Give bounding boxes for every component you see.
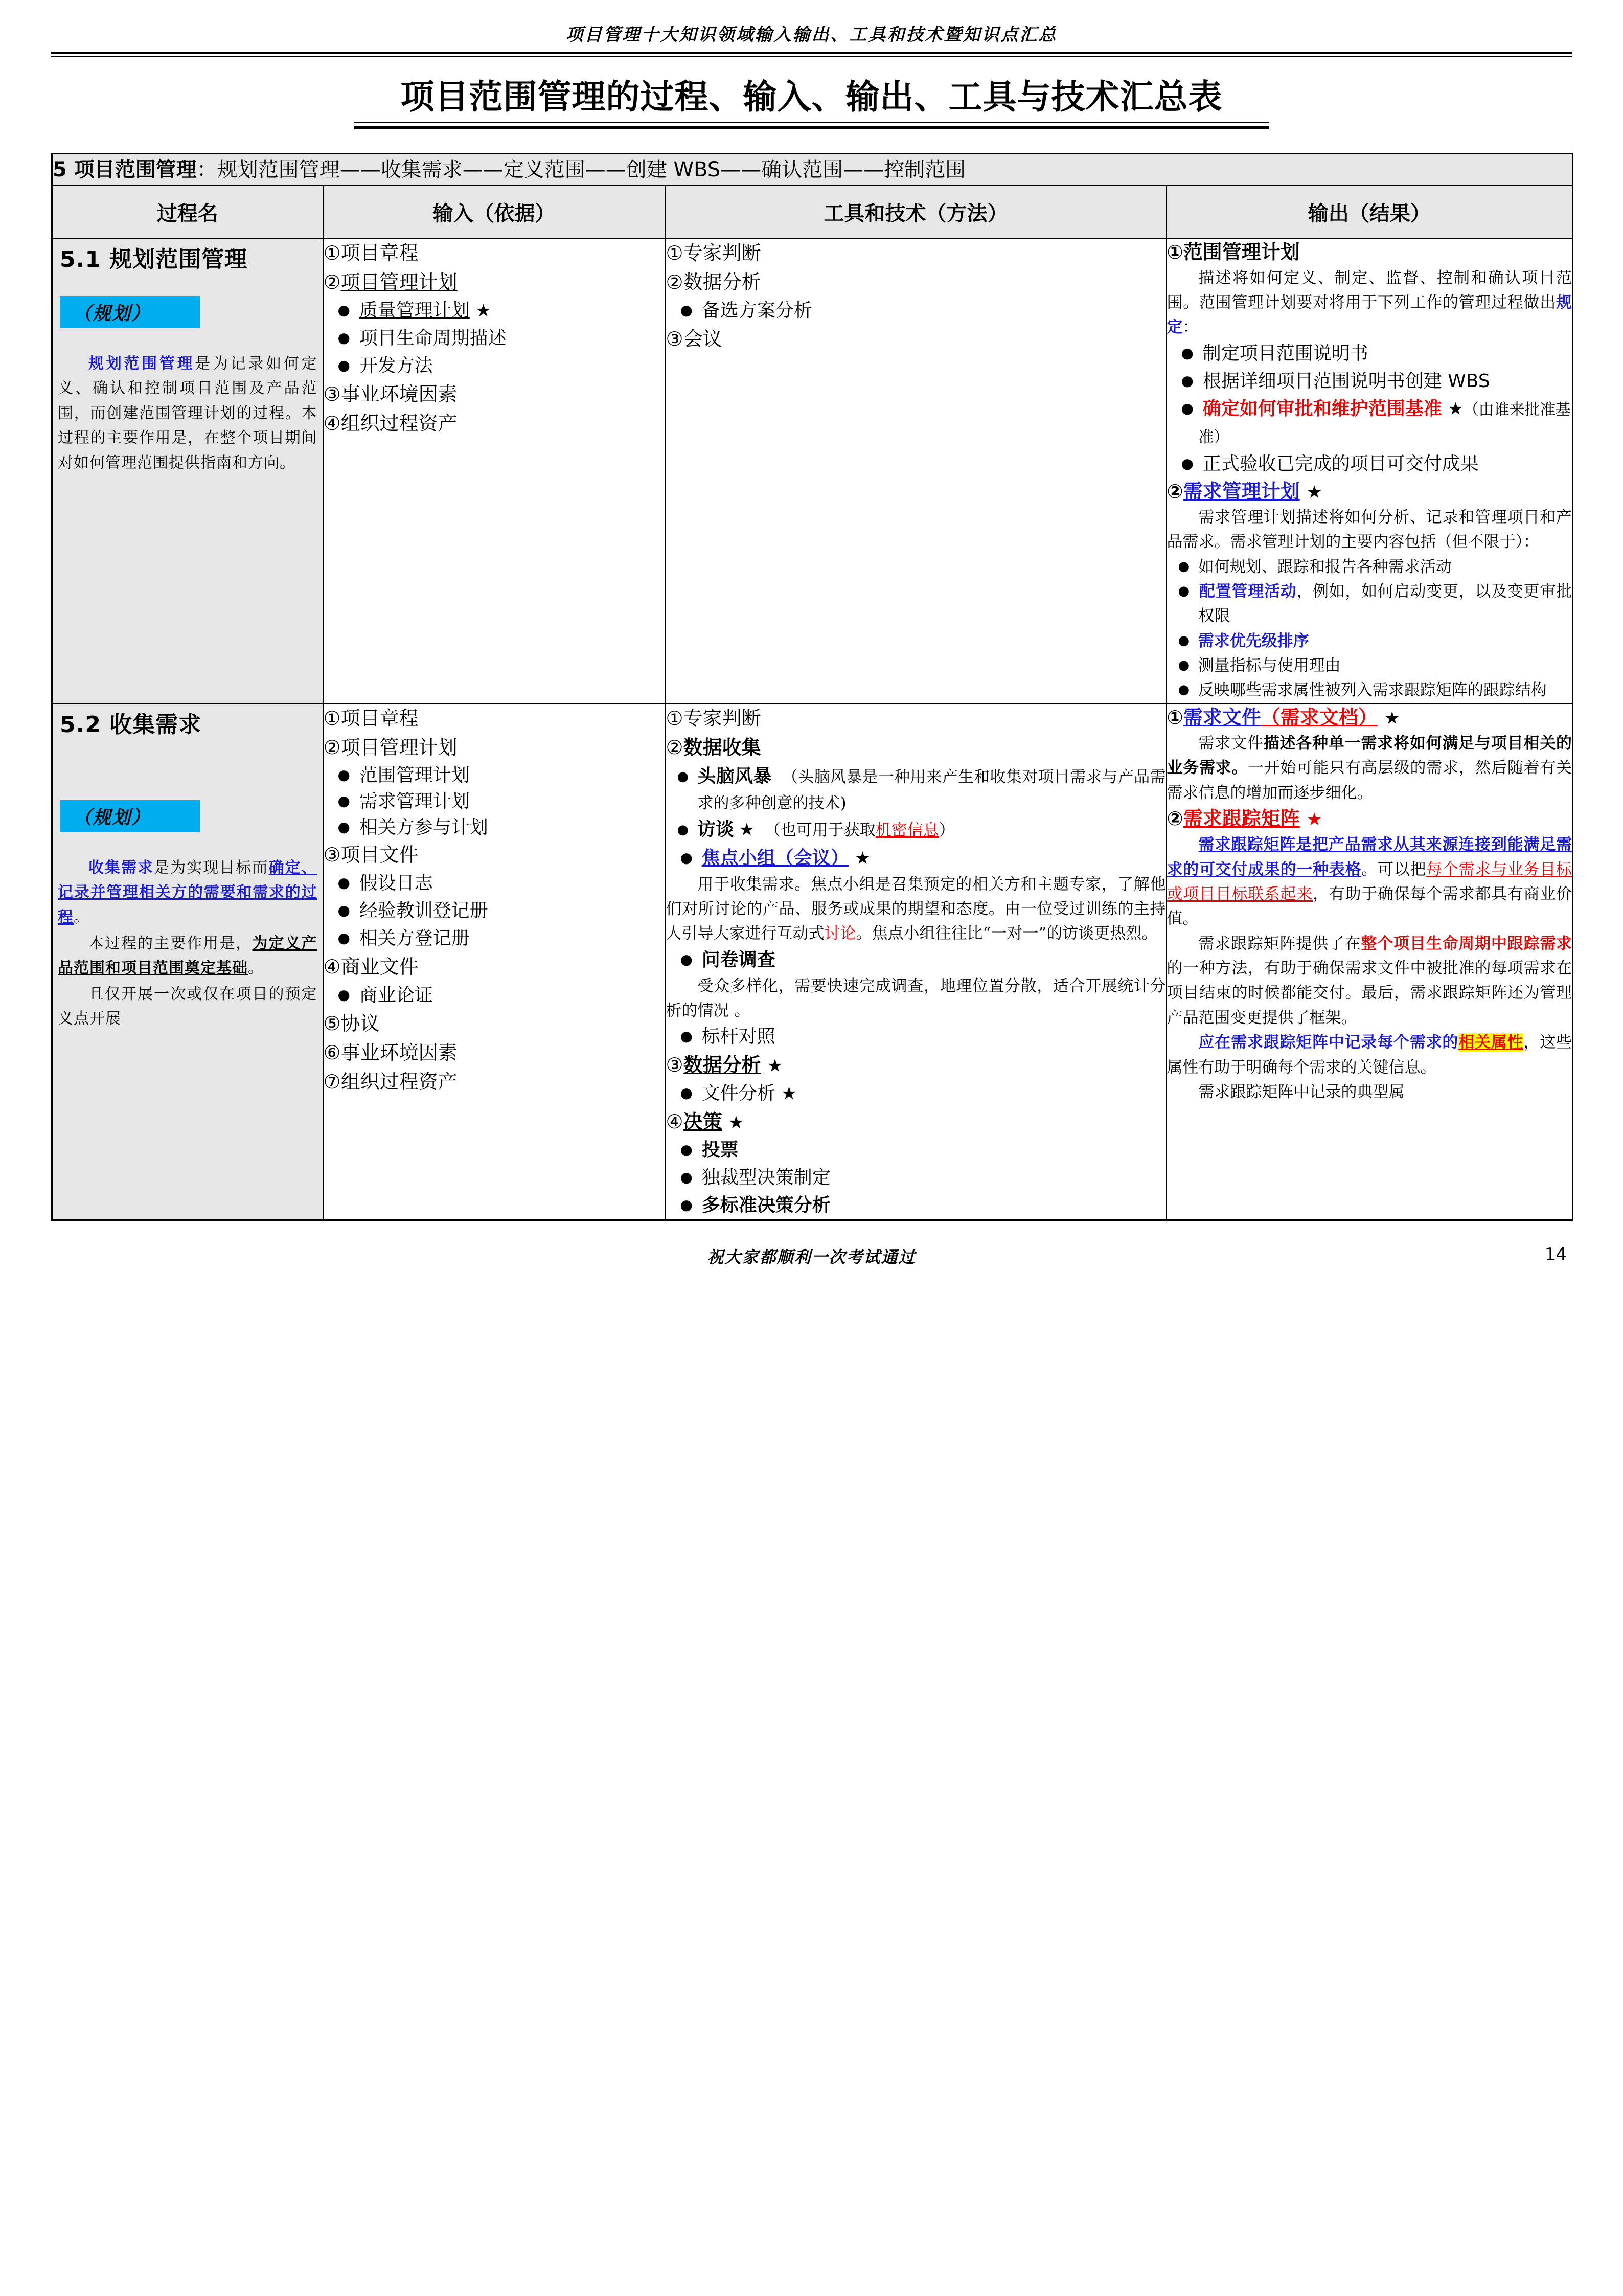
process-phase-badge-51: （规划） <box>60 296 200 328</box>
list-item <box>324 704 665 733</box>
item-number: ④ <box>666 1110 683 1133</box>
list-item <box>324 733 665 762</box>
item-number: ④ <box>323 412 341 435</box>
process-desc-p1a: 是为实现目标而 <box>154 858 269 877</box>
process-desc-rest-51: 是为记录如何定义、确认和控制项目范围及产品范围，而创建范围管理计划的过程。本过程的主要作用是，在整个项目期间对如何管理范围提供指南和方向。 <box>58 354 317 472</box>
column-header-inputs: 输入（依据） <box>323 186 666 238</box>
item-text: 专家判断 <box>683 241 761 264</box>
output-paragraph <box>1167 731 1572 805</box>
item-number: ③ <box>666 327 683 350</box>
item-text: 项目管理计划 <box>340 736 458 759</box>
item-text: 项目管理计划 <box>340 270 458 293</box>
star-icon: ★ <box>855 848 871 869</box>
output-paragraph <box>1167 931 1572 1030</box>
outputs-cell-52 <box>1167 703 1573 1220</box>
item-note: （头脑风暴是一种用来产生和收集对项目需求与产品需求的多种创意的技术) <box>697 767 1166 812</box>
item-number: ⑤ <box>323 1012 341 1035</box>
page-title <box>51 76 1572 122</box>
item-text: 问卷调查 <box>701 949 775 970</box>
list-item <box>666 297 1166 325</box>
item-text: 事业环境因素 <box>340 382 458 405</box>
paragraph-mid: 。可以把 <box>1361 860 1427 879</box>
item-text: 数据分析 <box>683 270 761 293</box>
item-text: 范围管理计划 <box>359 764 470 786</box>
list-item <box>666 1164 1166 1192</box>
list-item <box>666 1192 1166 1219</box>
item-text: 头脑风暴 <box>697 765 772 787</box>
item-text: 商业文件 <box>340 956 419 979</box>
paragraph-lead: 需求文件 <box>1198 734 1264 753</box>
paragraph-tail: ： <box>1182 318 1199 337</box>
paragraph-tail: ，这些属性有助于明确每个需求的关键信息。 <box>1167 1033 1572 1077</box>
paragraph-lead: 需求跟踪矩阵提供了在 <box>1198 934 1361 953</box>
item-text: 需求跟踪矩阵 <box>1183 807 1300 830</box>
item-text: 经验教训登记册 <box>359 900 488 922</box>
table-row <box>52 703 1573 1220</box>
item-number: ① <box>666 707 683 730</box>
inputs-cell-51 <box>323 238 666 703</box>
paragraph-bold: 描述各种单一需求将如何满足与项目相关的业务需求。 <box>1167 734 1572 778</box>
star-icon: ★ <box>1306 482 1322 503</box>
list-item <box>324 788 665 814</box>
table-row <box>52 238 1573 703</box>
item-accent: 需求优先级排序 <box>1198 631 1309 650</box>
item-text: 范围管理计划 <box>1183 240 1300 263</box>
paragraph-tail: ，有助于确保每个需求都具有商业价值。 <box>1167 885 1572 928</box>
item-number: ⑦ <box>323 1071 341 1094</box>
list-item <box>324 239 665 268</box>
paragraph-accent-blue: 应在需求跟踪矩阵中记录每个需求的 <box>1198 1033 1459 1052</box>
item-number: ④ <box>323 956 341 979</box>
item-number: ① <box>323 241 341 264</box>
item-text: 开发方法 <box>359 355 433 376</box>
list-item <box>324 840 665 870</box>
list-item: ● 测量指标与使用理由 <box>1167 653 1572 678</box>
paragraph-text: 用于收集需求。焦点小组是召集预定的相关方和主题专家，了解他们对所讨论的产品、服务或成果的期望和态度。由一位受过训练的主持人引导大家进行互动式 <box>666 875 1166 943</box>
item-number: ① <box>323 707 341 730</box>
item-accent: 配置管理活动 <box>1199 582 1297 601</box>
list-item <box>666 946 1166 974</box>
list-item <box>666 762 1166 816</box>
process-cell-52 <box>52 703 323 1220</box>
list-item <box>1167 340 1572 368</box>
section-flow: 规划范围管理——收集需求——定义范围——创建 WBS——确认范围——控制范围 <box>217 157 966 181</box>
list-item <box>1167 368 1572 395</box>
item-text: 组织过程资产 <box>340 1071 458 1094</box>
list-item <box>666 268 1166 297</box>
paragraph-tail: 的一种方法，有助于确保需求文件中被批准的每项需求在项目结束的时候都能交付。最后，需求跟踪矩阵还为管理产品范围变更提供了框架。 <box>1167 959 1572 1027</box>
list-item <box>666 1136 1166 1164</box>
output-paragraph: 需求跟踪矩阵中记录的典型属 <box>1198 1082 1405 1101</box>
item-number: ② <box>666 736 683 759</box>
process-title-52: 5.2 收集需求 <box>60 711 202 738</box>
list-item <box>1167 450 1572 478</box>
item-text-red: （需求文档） <box>1261 706 1378 729</box>
list-item <box>324 897 665 925</box>
list-item <box>324 870 665 897</box>
column-header-process: 过程名 <box>52 186 323 238</box>
title-underline <box>354 122 1269 129</box>
star-icon: ★ <box>728 1112 744 1133</box>
list-item <box>666 325 1166 354</box>
paragraph-highlight: 相关属性 <box>1458 1033 1524 1052</box>
item-text: ，例如，如何启动变更，以及变更审批权限 <box>1198 582 1572 626</box>
item-number: ③ <box>323 382 341 405</box>
section-label: 项目范围管理 <box>74 157 197 181</box>
list-item <box>324 814 665 840</box>
paragraph-accent-red: 每个需求与业务目标或项目目标联系起来 <box>1167 860 1572 903</box>
item-text: 多标准决策分析 <box>701 1195 831 1216</box>
list-item <box>666 1023 1166 1051</box>
item-note-a: （也可用于获取 <box>764 821 876 840</box>
list-item <box>666 704 1166 733</box>
item-text: 协议 <box>340 1012 380 1035</box>
section-number: 5 <box>53 157 67 181</box>
item-number: ① <box>1167 706 1183 729</box>
list-item <box>666 1080 1166 1107</box>
item-number: ① <box>1167 240 1183 263</box>
item-text: 数据分析 <box>683 1054 761 1077</box>
list-item <box>324 1038 665 1067</box>
item-note-b: ） <box>939 821 955 840</box>
process-desc-lead-51: 规划范围管理 <box>88 354 195 373</box>
list-item <box>666 239 1166 268</box>
item-text: 备选方案分析 <box>701 300 812 321</box>
star-icon: ★ <box>739 820 755 840</box>
item-number: ① <box>666 241 683 264</box>
item-text: 文件分析 <box>701 1083 775 1104</box>
item-number: ② <box>1167 807 1183 830</box>
output-paragraph <box>1167 1030 1572 1080</box>
list-item <box>666 1107 1166 1136</box>
item-text-blue: 需求文件 <box>1183 706 1261 729</box>
paragraph-accent-red: 整个项目生命周期中跟踪需求 <box>1361 934 1572 953</box>
item-text: 需求管理计划 <box>1183 480 1300 503</box>
list-item <box>1167 629 1572 653</box>
list-item <box>666 733 1166 762</box>
tools-cell-51 <box>666 238 1167 703</box>
running-header: 项目管理十大知识领域输入输出、工具和技术暨知识点汇总 <box>565 25 1058 45</box>
item-text: 相关方登记册 <box>359 928 470 949</box>
item-note: （由谁来批准基准） <box>1198 400 1571 446</box>
item-text: 假设日志 <box>359 873 433 894</box>
section-separator: ： <box>196 157 217 181</box>
column-header-row <box>52 186 1573 238</box>
paragraph-accent-blue: 需求跟踪矩阵是把产品需求从其来源连接到能满足需求的可交付成果的一种表格 <box>1167 835 1572 879</box>
process-desc-p2-accent: 为定义产品范围和项目范围奠定基础 <box>58 934 317 977</box>
paragraph-accent: 规定 <box>1167 293 1572 337</box>
list-item <box>324 380 665 409</box>
item-text: 事业环境因素 <box>340 1041 458 1064</box>
column-header-tools: 工具和技术（方法） <box>666 186 1167 238</box>
item-text: 独裁型决策制定 <box>701 1167 831 1189</box>
tool-paragraph <box>666 872 1166 946</box>
item-text: 根据详细项目范围说明书创建 WBS <box>1202 370 1490 392</box>
paragraph-text: 描述将如何定义、制定、监督、控制和确认项目范围。范围管理计划要对将用于下列工作的管理过程做出 <box>1167 268 1572 312</box>
item-text: 决策 <box>683 1110 722 1133</box>
process-cell-51 <box>52 238 323 703</box>
process-desc-p1b: 。 <box>74 908 89 927</box>
list-item: ● 反映哪些需求属性被列入需求跟踪矩阵的跟踪结构 <box>1167 678 1572 702</box>
process-title-51: 5.1 规划范围管理 <box>60 246 248 272</box>
item-text: 确定如何审批和维护范围基准 <box>1202 398 1442 419</box>
item-text: 投票 <box>701 1140 739 1161</box>
column-header-outputs: 输出（结果） <box>1167 186 1573 238</box>
document-footer <box>51 1244 1572 1290</box>
item-text: 组织过程资产 <box>340 412 458 435</box>
process-desc-p2b: 。 <box>248 959 264 977</box>
output-heading <box>1167 704 1572 731</box>
list-item <box>1167 579 1572 629</box>
star-icon: ★ <box>475 300 491 321</box>
process-description-52 <box>53 832 323 1032</box>
output-heading <box>1167 478 1572 505</box>
item-text: 商业论证 <box>359 985 433 1006</box>
list-item <box>324 1067 665 1097</box>
process-phase-badge-52: （规划） <box>60 800 200 832</box>
process-desc-p1-accent: 确定、记录并管理相关方的需要和需求的过程 <box>58 858 317 927</box>
item-number: ③ <box>323 844 341 867</box>
item-number: ⑥ <box>323 1041 341 1064</box>
process-desc-lead-52: 收集需求 <box>88 858 154 877</box>
process-desc-p3: 且仅开展一次或仅在项目的预定义点开展 <box>58 985 317 1028</box>
list-item <box>324 409 665 438</box>
tool-paragraph: 受众多样化，需要快速完成调查，地理位置分散，适合开展统计分析的情况 。 <box>666 976 1166 1020</box>
process-summary-table <box>51 153 1573 1221</box>
list-item <box>666 1051 1166 1080</box>
list-item <box>324 1009 665 1038</box>
list-item <box>1167 395 1572 450</box>
item-number: ③ <box>666 1054 683 1077</box>
list-item <box>324 982 665 1009</box>
header-divider <box>51 52 1572 57</box>
item-text: 项目章程 <box>340 241 419 264</box>
section-band <box>52 153 1573 186</box>
item-text: 专家判断 <box>683 707 761 730</box>
tools-cell-52 <box>666 703 1167 1220</box>
list-item <box>666 845 1166 872</box>
item-text: 制定项目范围说明书 <box>1202 343 1368 364</box>
list-item <box>666 815 1166 844</box>
inputs-cell-52 <box>323 703 666 1220</box>
output-heading <box>1167 805 1572 832</box>
process-description-51 <box>53 328 323 476</box>
process-desc-p2a: 本过程的主要作用是， <box>88 934 253 952</box>
item-text: 相关方参与计划 <box>359 817 488 838</box>
list-item <box>324 762 665 788</box>
output-paragraph: 需求管理计划描述将如何分析、记录和管理项目和产品需求。需求管理计划的主要内容包括（但不限于）： <box>1167 508 1572 552</box>
list-item <box>324 352 665 380</box>
item-text: 数据收集 <box>683 736 761 759</box>
item-text: 质量管理计划 <box>359 300 470 321</box>
item-text: 焦点小组（会议） <box>701 847 849 869</box>
list-item <box>324 297 665 325</box>
page-title-emphasis: 项目范围管理 <box>400 77 606 117</box>
page-title-rest: 的过程、输入、输出、工具与技术汇总表 <box>606 77 1223 117</box>
item-text: 会议 <box>683 327 722 350</box>
paragraph-tail: 一开始可能只有高层级的需求，然后随着有关需求信息的增加而逐步细化。 <box>1167 759 1572 802</box>
item-text: 正式验收已完成的项目可交付成果 <box>1202 453 1479 474</box>
item-number: ② <box>323 270 341 293</box>
item-text: 访谈 <box>697 819 734 840</box>
output-paragraph <box>1167 832 1572 931</box>
star-icon: ★ <box>767 1056 783 1077</box>
item-text: 需求管理计划 <box>359 790 470 812</box>
list-item <box>324 325 665 352</box>
star-icon: ★ <box>1384 708 1400 729</box>
item-number: ② <box>666 270 683 293</box>
list-item: ● 如何规划、跟踪和报告各种需求活动 <box>1167 555 1572 579</box>
item-number: ② <box>323 736 341 759</box>
item-text: 项目文件 <box>340 844 419 867</box>
item-text: 项目章程 <box>340 707 419 730</box>
section-band-row <box>52 153 1573 186</box>
star-icon: ★ <box>1306 809 1322 830</box>
output-paragraph <box>1167 266 1572 340</box>
item-text: 项目生命周期描述 <box>359 327 507 349</box>
list-item <box>324 268 665 297</box>
outputs-cell-51 <box>1167 238 1573 703</box>
star-icon: ★ <box>1448 398 1464 419</box>
list-item <box>324 925 665 952</box>
output-heading <box>1167 239 1572 266</box>
item-text: 标杆对照 <box>701 1026 775 1048</box>
item-number: ② <box>1167 480 1183 503</box>
star-icon: ★ <box>781 1083 797 1104</box>
list-item <box>324 952 665 982</box>
paragraph-tail: 。焦点小组往往比“一对一”的访谈更热烈。 <box>856 924 1158 943</box>
page-number: 14 <box>1544 1244 1567 1265</box>
item-note-accent: 机密信息 <box>875 821 939 840</box>
footer-text: 祝大家都顺利一次考试通过 <box>707 1247 916 1267</box>
paragraph-accent: 讨论 <box>824 924 856 943</box>
